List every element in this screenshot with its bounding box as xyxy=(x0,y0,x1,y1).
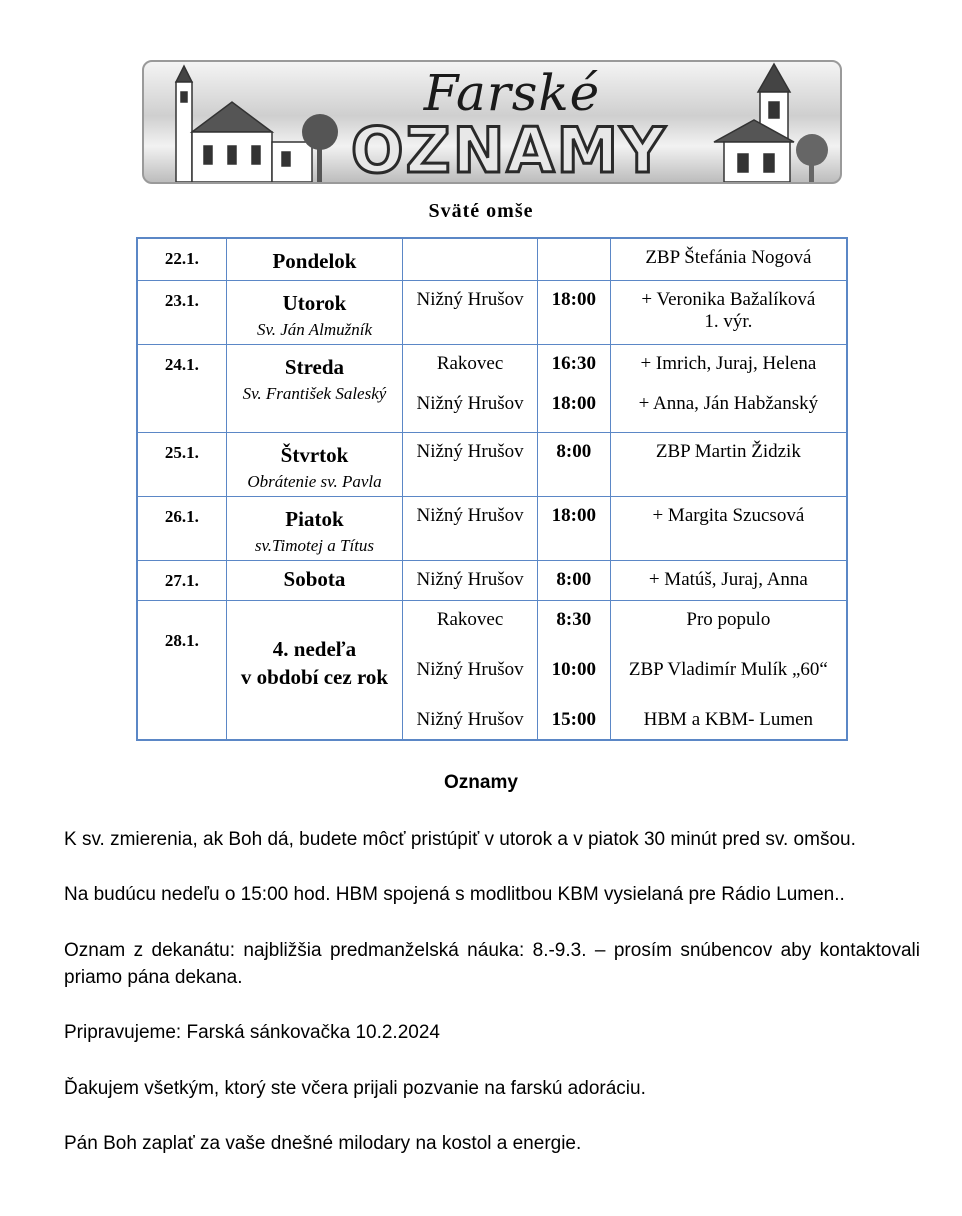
date-cell: 28.1. xyxy=(137,600,226,740)
saint-name: Sv. Ján Almužník xyxy=(256,319,372,339)
masses-title: Sväté omše xyxy=(428,200,534,222)
day-cell xyxy=(226,432,403,496)
time: 10:00 xyxy=(551,658,596,680)
place-cell xyxy=(403,238,538,280)
intention: + Matúš, Juraj, Anna xyxy=(648,568,808,590)
date-cell: 25.1. xyxy=(137,432,226,496)
place-cell xyxy=(403,496,538,560)
place-cell xyxy=(403,600,538,740)
place: Rakovec xyxy=(436,608,504,630)
time-cell xyxy=(537,496,610,560)
table-row xyxy=(137,238,847,280)
right-church-icon xyxy=(714,64,794,182)
day-name: Štvrtok xyxy=(280,442,349,467)
time-cell xyxy=(537,344,610,432)
day-name: Pondelok xyxy=(272,249,357,273)
time: 8:00 xyxy=(556,568,592,590)
time-cell xyxy=(537,280,610,344)
time: 18:00 xyxy=(551,392,596,414)
saint-name: Sv. František Saleský xyxy=(242,383,387,403)
place: Nižný Hrušov xyxy=(416,504,524,526)
intention-cell xyxy=(610,344,847,432)
day-name-line2: v období cez rok xyxy=(240,664,389,689)
day-name: Sobota xyxy=(283,566,346,591)
date-cell: 22.1. xyxy=(137,238,226,280)
date-cell: 27.1. xyxy=(137,560,226,600)
day-cell xyxy=(226,238,403,280)
day-name: Streda xyxy=(284,354,345,379)
time: 8:00 xyxy=(556,440,592,462)
place: Nižný Hrušov xyxy=(416,568,524,590)
table-row xyxy=(137,280,847,344)
place: Nižný Hrušov xyxy=(416,440,524,462)
intention: ZBP Štefánia Nogová xyxy=(645,247,812,268)
announcements-title: Oznamy xyxy=(444,772,518,793)
intention-cell xyxy=(610,238,847,280)
intention: HBM a KBM- Lumen xyxy=(643,708,814,730)
table-row xyxy=(137,600,847,740)
table-row xyxy=(137,432,847,496)
date-cell: 26.1. xyxy=(137,496,226,560)
day-name: 4. nedeľa xyxy=(272,636,357,661)
place-cell xyxy=(403,344,538,432)
table-row xyxy=(137,344,847,432)
place: Nižný Hrušov xyxy=(416,658,524,680)
saint-name: Obrátenie sv. Pavla xyxy=(247,471,382,491)
announcement-item: Pripravujeme: Farská sánkovačka 10.2.2024 xyxy=(64,1022,440,1043)
time-cell xyxy=(537,600,610,740)
time: 18:00 xyxy=(551,288,596,310)
intention-cell xyxy=(610,600,847,740)
table-row xyxy=(137,560,847,600)
announcement-item: Na budúcu nedeľu o 15:00 hod. HBM spojená s modlitbou KBM vysielaná pre Rádio Lumen.. xyxy=(64,884,845,905)
saint-name: sv.Timotej a Títus xyxy=(254,535,375,555)
place: Nižný Hrušov xyxy=(416,392,524,414)
intention-cell xyxy=(610,280,847,344)
day-cell xyxy=(226,496,403,560)
intention-note: 1. výr. xyxy=(704,310,753,332)
place: Nižný Hrušov xyxy=(416,288,524,310)
announcement-item: K sv. zmierenia, ak Boh dá, budete môcť pristúpiť v utorok a v piatok 30 minút pred sv. omšou. xyxy=(64,829,856,850)
day-cell xyxy=(226,560,403,600)
intention-cell xyxy=(610,432,847,496)
time-cell xyxy=(537,238,610,280)
date-cell: 24.1. xyxy=(137,344,226,432)
announcement-item: Pán Boh zaplať za vaše dnešné milodary na kostol a energie. xyxy=(64,1133,582,1154)
intention: + Anna, Ján Habžanský xyxy=(638,392,819,414)
announcement-item: Ďakujem všetkým, ktorý ste včera prijali pozvanie na farskú adoráciu. xyxy=(64,1078,646,1099)
place-cell xyxy=(403,432,538,496)
day-cell xyxy=(226,600,403,740)
table-row xyxy=(137,496,847,560)
mass-schedule-table xyxy=(136,237,848,741)
announcement-item: Oznam z dekanátu: najbližšia predmanželská náuka: 8.-9.3. – prosím snúbencov aby kontaktovali priamo pána dekana. xyxy=(64,940,920,988)
place-cell xyxy=(403,560,538,600)
intention: + Imrich, Juraj, Helena xyxy=(640,352,817,374)
time: 16:30 xyxy=(551,352,596,374)
tree-right-icon xyxy=(796,134,828,182)
time: 15:00 xyxy=(551,708,596,730)
date-cell: 23.1. xyxy=(137,280,226,344)
intention: ZBP Martin Židzik xyxy=(655,440,801,462)
intention: + Margita Szucsová xyxy=(652,504,805,526)
place-cell xyxy=(403,280,538,344)
intention: Pro populo xyxy=(686,608,771,630)
time: 8:30 xyxy=(556,608,592,630)
time-cell xyxy=(537,432,610,496)
place: Nižný Hrušov xyxy=(416,708,524,730)
place: Rakovec xyxy=(436,352,504,374)
day-name: Utorok xyxy=(282,290,347,315)
day-cell xyxy=(226,280,403,344)
time-cell xyxy=(537,560,610,600)
time: 18:00 xyxy=(551,504,596,526)
intention: ZBP Vladimír Mulík „60“ xyxy=(628,658,828,680)
left-church-icon xyxy=(176,66,312,182)
banner-title-top: Farské xyxy=(423,64,601,122)
banner-title-main: OZNAMY xyxy=(350,114,668,184)
day-name: Piatok xyxy=(285,506,344,531)
intention-cell xyxy=(610,560,847,600)
day-cell xyxy=(226,344,403,432)
intention: + Veronika Bažalíková xyxy=(641,288,816,310)
header-banner xyxy=(142,60,842,184)
intention-cell xyxy=(610,496,847,560)
